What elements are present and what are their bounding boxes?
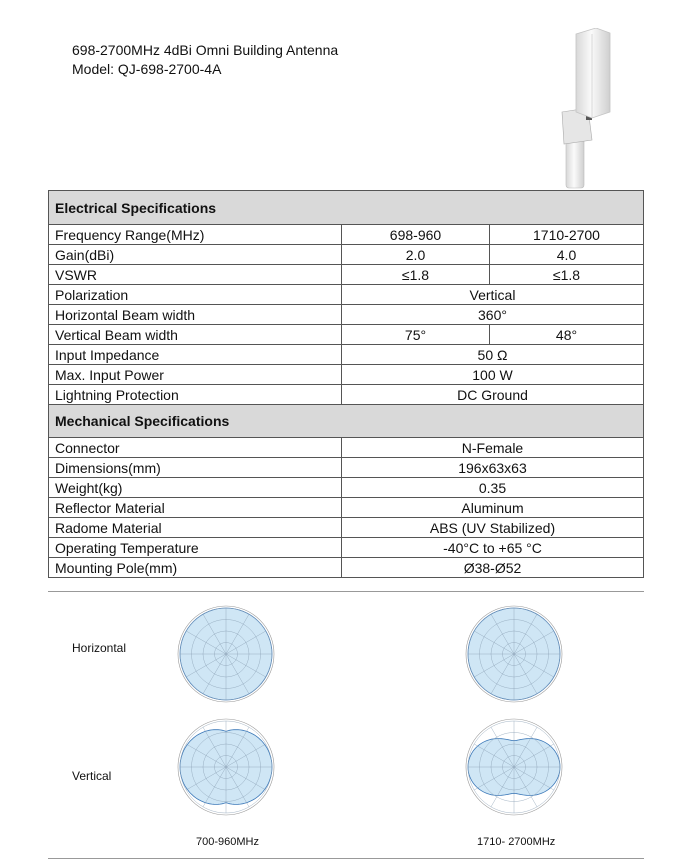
- spec-row: [49, 458, 644, 478]
- spec-row: [49, 305, 644, 325]
- spec-row: [49, 225, 644, 245]
- electrical-section-heading-row: [49, 191, 644, 225]
- spec-value-low-band: 2.0: [342, 245, 490, 265]
- mechanical-section-heading-row: [49, 405, 644, 438]
- product-title: 698-2700MHz 4dBi Omni Building Antenna: [72, 42, 339, 58]
- spec-parameter: Vertical Beam width: [49, 325, 342, 345]
- spec-value: DC Ground: [342, 385, 644, 405]
- spec-value-high-band: 48°: [490, 325, 644, 345]
- spec-value: Vertical: [342, 285, 644, 305]
- spec-parameter: Lightning Protection: [49, 385, 342, 405]
- spec-parameter: Input Impedance: [49, 345, 342, 365]
- document-header: [72, 41, 338, 79]
- specifications-table: [48, 190, 644, 578]
- spec-parameter: Operating Temperature: [49, 538, 342, 558]
- spec-parameter: Gain(dBi): [49, 245, 342, 265]
- horizontal-pattern-low-band: [176, 604, 276, 709]
- spec-value-low-band: ≤1.8: [342, 265, 490, 285]
- spec-row: [49, 385, 644, 405]
- spec-row: [49, 538, 644, 558]
- spec-row: [49, 365, 644, 385]
- spec-value-high-band: 1710-2700: [490, 225, 644, 245]
- spec-row: [49, 478, 644, 498]
- spec-value: 0.35: [342, 478, 644, 498]
- spec-parameter: Mounting Pole(mm): [49, 558, 342, 578]
- spec-parameter: Max. Input Power: [49, 365, 342, 385]
- spec-value: 196x63x63: [342, 458, 644, 478]
- spec-row: [49, 498, 644, 518]
- spec-value-low-band: 75°: [342, 325, 490, 345]
- horizontal-pattern-label: Horizontal: [72, 641, 127, 655]
- spec-row: [49, 245, 644, 265]
- vertical-pattern-low-band: [176, 717, 276, 822]
- vertical-pattern-label: Vertical: [72, 769, 112, 783]
- spec-row: [49, 265, 644, 285]
- section-divider: [48, 591, 644, 592]
- low-band-label: 700-960MHz: [196, 836, 259, 848]
- electrical-section-heading: Electrical Specifications: [49, 191, 644, 225]
- antenna-product-image: [548, 28, 613, 190]
- spec-row: [49, 438, 644, 458]
- spec-value-low-band: 698-960: [342, 225, 490, 245]
- spec-parameter: Polarization: [49, 285, 342, 305]
- spec-parameter: Dimensions(mm): [49, 458, 342, 478]
- spec-parameter: Frequency Range(MHz): [49, 225, 342, 245]
- spec-value: -40°C to +65 °C: [342, 538, 644, 558]
- spec-row: [49, 558, 644, 578]
- vertical-pattern-high-band: [464, 717, 564, 822]
- spec-value: 50 Ω: [342, 345, 644, 365]
- mechanical-section-heading: Mechanical Specifications: [49, 405, 644, 438]
- spec-value-high-band: 4.0: [490, 245, 644, 265]
- spec-row: [49, 345, 644, 365]
- spec-value: Ø38-Ø52: [342, 558, 644, 578]
- spec-value: N-Female: [342, 438, 644, 458]
- spec-parameter: Radome Material: [49, 518, 342, 538]
- spec-parameter: Reflector Material: [49, 498, 342, 518]
- spec-value: Aluminum: [342, 498, 644, 518]
- spec-row: [49, 325, 644, 345]
- high-band-label: 1710- 2700MHz: [477, 836, 556, 848]
- spec-parameter: VSWR: [49, 265, 342, 285]
- product-model: Model: QJ-698-2700-4A: [72, 61, 222, 77]
- spec-row: [49, 285, 644, 305]
- horizontal-pattern-high-band: [464, 604, 564, 709]
- footer-divider: [48, 858, 644, 859]
- spec-row: [49, 518, 644, 538]
- spec-value: ABS (UV Stabilized): [342, 518, 644, 538]
- spec-parameter: Connector: [49, 438, 342, 458]
- spec-parameter: Horizontal Beam width: [49, 305, 342, 325]
- spec-parameter: Weight(kg): [49, 478, 342, 498]
- spec-value: 100 W: [342, 365, 644, 385]
- spec-value: 360°: [342, 305, 644, 325]
- spec-value-high-band: ≤1.8: [490, 265, 644, 285]
